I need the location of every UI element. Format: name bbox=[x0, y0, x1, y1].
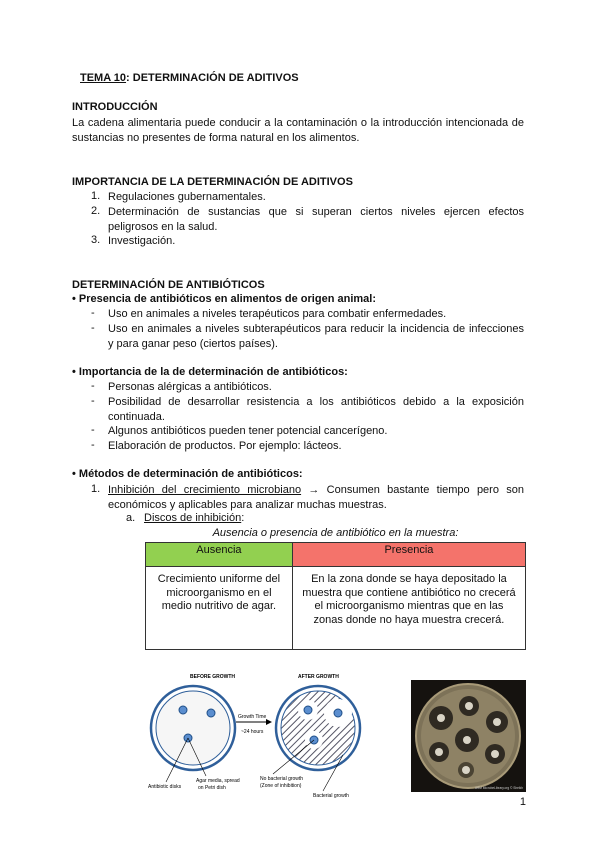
list-item: Determinación de sustancias que si superan ciertos niveles ejercen efectos peligrosos en la salud. bbox=[108, 206, 524, 233]
methods-title: • Métodos de determinación de antibióticos: bbox=[72, 468, 303, 480]
disk-icon bbox=[304, 706, 312, 714]
inhibition-diagram bbox=[148, 670, 380, 802]
list-item: Elaboración de productos. Por ejemplo: lácteos. bbox=[108, 440, 342, 452]
bacterial-growth-label: Bacterial growth bbox=[313, 793, 349, 799]
table-caption: Ausencia o presencia de antibiótico en la muestra: bbox=[212, 527, 459, 539]
disk-icon bbox=[179, 706, 187, 714]
list-item: Investigación. bbox=[108, 235, 176, 247]
before-label: BEFORE GROWTH bbox=[190, 674, 235, 680]
list-number: 1. bbox=[91, 483, 101, 495]
dash-marker: - bbox=[91, 439, 95, 451]
method-1: Inhibición del crecimiento microbiano → Consumen bastante tiempo pero son económicos y aplicables para analizar muchas muestras. bbox=[108, 484, 524, 511]
petri-dish-photo bbox=[411, 680, 526, 792]
after-label: AFTER GROWTH bbox=[298, 674, 339, 680]
arrow-icon bbox=[266, 719, 272, 725]
header-presence: Presencia bbox=[292, 543, 525, 567]
cell-absence: Crecimiento uniforme del microorganismo en el medio nutritivo de agar. bbox=[146, 567, 293, 650]
list-item: Algunos antibióticos pueden tener potencial cancerígeno. bbox=[108, 425, 388, 437]
page-number: 1 bbox=[519, 796, 526, 808]
importance-heading: IMPORTANCIA DE LA DETERMINACIÓN DE ADITIVOS bbox=[72, 176, 353, 188]
intro-text: La cadena alimentaria puede conducir a la contaminación o la introducción intencionada de sustancias no presentes de forma natural en los alimentos. bbox=[72, 117, 524, 144]
no-growth-label-2: (Zone of inhibition) bbox=[260, 783, 302, 789]
page-title: TEMA 10: DETERMINACIÓN DE ADITIVOS bbox=[80, 72, 299, 84]
comparison-table bbox=[145, 542, 526, 650]
dash-marker: - bbox=[91, 395, 95, 407]
dash-marker: - bbox=[91, 307, 95, 319]
list-item: Regulaciones gubernamentales. bbox=[108, 191, 266, 203]
photo-credit: ASM MicrobeLibrary.org © Sheikh bbox=[475, 786, 523, 790]
dash-marker: - bbox=[91, 424, 95, 436]
antibiotics-heading: DETERMINACIÓN DE ANTIBIÓTICOS bbox=[72, 279, 265, 291]
presence-title: • Presencia de antibióticos en alimentos de origen animal: bbox=[72, 293, 376, 305]
list-item: Uso en animales a niveles subterapéuticos para reducir la incidencia de infecciones y para ganar peso (ciertos países). bbox=[108, 323, 524, 350]
hours-label: ~24 hours bbox=[241, 729, 264, 735]
agar-before bbox=[156, 691, 230, 765]
antibiotic-disks-label: Antibiotic disks bbox=[148, 784, 182, 790]
growth-time-label: Growth Time bbox=[238, 714, 267, 720]
list-item: Uso en animales a niveles terapéuticos para combatir enfermedades. bbox=[108, 308, 447, 320]
list-number: 2. bbox=[91, 205, 101, 217]
disk-icon bbox=[334, 709, 342, 717]
list-item: Personas alérgicas a antibióticos. bbox=[108, 381, 272, 393]
dash-marker: - bbox=[91, 322, 95, 334]
list-number: 3. bbox=[91, 234, 101, 246]
disk-icon bbox=[207, 709, 215, 717]
intro-heading: INTRODUCCIÓN bbox=[72, 101, 158, 113]
agar-label-2: on Petri dish bbox=[198, 785, 226, 791]
agar-label-1: Agar media, spread bbox=[196, 778, 240, 784]
method-1a: Discos de inhibición: bbox=[144, 512, 245, 524]
sublist-letter: a. bbox=[126, 512, 136, 524]
header-absence: Ausencia bbox=[146, 543, 293, 567]
list-number: 1. bbox=[91, 190, 101, 202]
no-growth-label-1: No bacterial growth bbox=[260, 776, 304, 782]
importance-antibiotics-title: • Importancia de la de determinación de antibióticos: bbox=[72, 366, 348, 378]
dash-marker: - bbox=[91, 380, 95, 392]
cell-presence: En la zona donde se haya depositado la muestra que contiene antibiótico no crecerá el microorganismo mientras que en las zonas donde no haya muestra crecerá. bbox=[292, 567, 525, 650]
list-item: Posibilidad de desarrollar resistencia a los antibióticos debido a la exposición continuada. bbox=[108, 396, 524, 423]
method-1-link: Inhibición del crecimiento microbiano bbox=[108, 484, 302, 496]
